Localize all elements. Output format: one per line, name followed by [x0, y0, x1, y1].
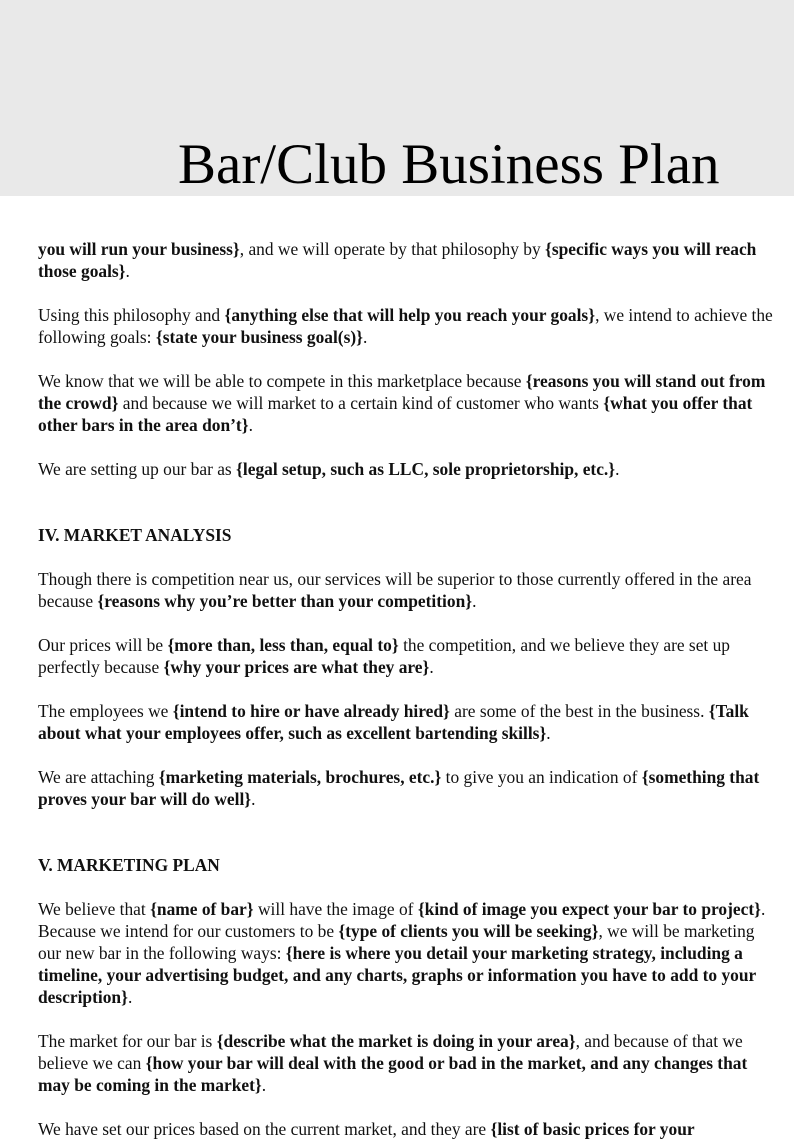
placeholder-text: {specific ways you will reach those goals}	[38, 239, 757, 281]
placeholder-text: {intend to hire or have already hired}	[172, 701, 450, 721]
placeholder-text: {type of clients you will be seeking}	[338, 921, 599, 941]
placeholder-text: {legal setup, such as LLC, sole proprietorship, etc.}	[236, 459, 616, 479]
body-text: , and because of that we believe we can	[38, 1031, 743, 1073]
document-title: Bar/Club Business Plan	[178, 133, 720, 196]
paragraph-compete	[38, 370, 780, 436]
body-text: We are attaching	[38, 767, 159, 787]
body-text: , we will be marketing our new bar in the following ways:	[38, 921, 755, 963]
section-heading-market-analysis: IV. MARKET ANALYSIS	[38, 525, 232, 545]
paragraph-competition	[38, 568, 780, 612]
body-text: .	[125, 261, 130, 281]
placeholder-text: {something that proves your bar will do well}	[38, 767, 760, 809]
placeholder-text: {how your bar will deal with the good or bad in the market, and any changes that may be coming in the market}	[38, 1053, 748, 1095]
body-text: We are setting up our bar as	[38, 459, 237, 479]
placeholder-text: {what you offer that other bars in the area don’t}	[38, 393, 753, 435]
placeholder-text: {reasons why you’re better than your competition}	[97, 591, 473, 611]
paragraph-prices	[38, 634, 780, 678]
body-text: Though there is competition near us, our services will be superior to those currently offered in the area because	[38, 569, 752, 611]
paragraph-pricing	[38, 1118, 780, 1140]
body-text: Our prices will be	[38, 635, 168, 655]
body-text: The market for our bar is	[38, 1031, 217, 1051]
body-text: .	[472, 591, 477, 611]
placeholder-text: {reasons you will stand out from the crowd}	[38, 371, 766, 413]
body-text: . Because we intend for our customers to be	[38, 899, 766, 941]
body-text: will have the image of	[253, 899, 418, 919]
body-text: .	[429, 657, 434, 677]
paragraph-employees	[38, 700, 780, 744]
body-text: .	[248, 415, 253, 435]
placeholder-text: {marketing materials, brochures, etc.}	[158, 767, 442, 787]
placeholder-text: {name of bar}	[150, 899, 254, 919]
paragraph-goals	[38, 304, 780, 348]
body-text: and because we will market to a certain kind of customer who wants	[118, 393, 604, 413]
body-text: The employees we	[38, 701, 173, 721]
body-text: We believe that	[38, 899, 151, 919]
body-text: the competition, and we believe they are set up perfectly because	[38, 635, 730, 677]
placeholder-text: {more than, less than, equal to}	[167, 635, 399, 655]
placeholder-text: {list of basic prices for your	[490, 1119, 695, 1139]
paragraph-market	[38, 1030, 780, 1096]
body-text: .	[546, 723, 551, 743]
body-text: to give you an indication of	[441, 767, 642, 787]
body-text: are some of the best in the business.	[449, 701, 709, 721]
body-text: We know that we will be able to compete in this marketplace because	[38, 371, 526, 391]
placeholder-text: {describe what the market is doing in your area}	[216, 1031, 576, 1051]
document-body	[38, 238, 780, 1140]
paragraph-attachments	[38, 766, 780, 810]
body-text: .	[261, 1075, 267, 1095]
placeholder-text: {state your business goal(s)}	[155, 327, 363, 347]
placeholder-text: {why your prices are what they are}	[163, 657, 430, 677]
body-text: .	[251, 789, 256, 809]
section-heading-marketing-plan: V. MARKETING PLAN	[38, 855, 220, 875]
page-header-band	[0, 0, 794, 196]
body-text: , and we will operate by that philosophy by	[239, 239, 546, 259]
body-text: , we intend to achieve the following goals:	[38, 305, 773, 347]
paragraph-philosophy	[38, 238, 780, 282]
paragraph-image	[38, 898, 780, 1008]
body-text: .	[615, 459, 620, 479]
body-text: We have set our prices based on the current market, and they are	[38, 1119, 491, 1139]
placeholder-text: {kind of image you expect your bar to project}	[417, 899, 761, 919]
placeholder-text: {Talk about what your employees offer, such as excellent bartending skills}	[38, 701, 749, 743]
paragraph-legal-setup	[38, 458, 780, 480]
body-text: .	[363, 327, 368, 347]
placeholder-text: {anything else that will help you reach your goals}	[224, 305, 596, 325]
placeholder-text: {here is where you detail your marketing strategy, including a timeline, your advertising budget, and any charts, graphs or information you have to add to your description}	[38, 943, 756, 1007]
body-text: .	[127, 987, 133, 1007]
placeholder-text: you will run your business}	[38, 239, 240, 259]
body-text: Using this philosophy and	[38, 305, 225, 325]
